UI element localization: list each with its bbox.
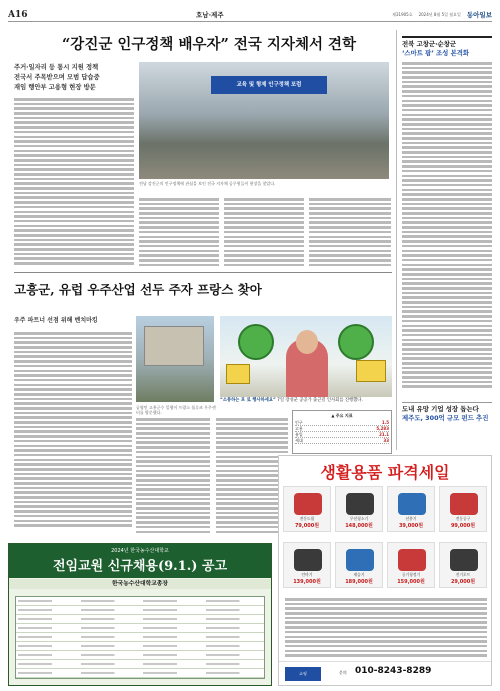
article-body-text xyxy=(14,332,132,529)
article-body-text xyxy=(14,98,134,267)
product-card: 안마기 139,000원 xyxy=(283,542,331,588)
column-divider xyxy=(396,30,397,450)
article-body-text xyxy=(224,198,304,268)
photo-caption: 전남 강진군의 인구정책에 관심을 보인 전국 지자체 공무원들이 현장을 찾았다. xyxy=(139,181,276,186)
product-image xyxy=(294,549,322,571)
page-number: A16 xyxy=(8,9,28,20)
side-subtitle: 제주도, 300억 규모 펀드 추진 xyxy=(402,414,489,422)
ad-headline: 전임교원 신규채용(9.1.) 공고 xyxy=(52,559,228,574)
crowd-figures xyxy=(139,109,389,179)
sign-board xyxy=(356,360,386,382)
product-image xyxy=(398,493,426,515)
caption-title: “소통하는 포 로 행사하세요” xyxy=(220,398,276,403)
ad-table xyxy=(15,596,265,679)
ad-organization: 한국농수산대학교총장 xyxy=(9,579,271,589)
article-body-text xyxy=(139,198,219,268)
side-title: 도내 유망 기업 성장 돕는다 xyxy=(402,405,479,413)
sale-ad xyxy=(278,455,492,686)
page-header xyxy=(8,8,492,22)
article-body-text xyxy=(309,198,391,268)
ad-footer xyxy=(279,661,491,685)
stats-row: 유입 21.1 xyxy=(295,431,389,437)
second-headline: 고흥군, 유럽 우주산업 선두 주자 프랑스 찾아 xyxy=(14,282,262,297)
recruitment-ad xyxy=(8,543,272,686)
product-image xyxy=(346,549,374,571)
product-card: 전동드릴 79,000원 xyxy=(283,486,331,532)
product-image xyxy=(450,493,478,515)
mascot-image xyxy=(338,324,374,360)
sale-ad-title: 생활용품 파격세일 xyxy=(320,463,450,482)
ad-topline: 2024년 한국농수산대학교 xyxy=(111,548,169,554)
news-photo-visit xyxy=(136,316,214,402)
header-meta xyxy=(392,10,492,19)
stats-row: 세대 33 xyxy=(295,437,389,443)
shop-logo: 쇼핑 xyxy=(285,667,321,681)
product-card: 선풍기 39,000원 xyxy=(387,486,435,532)
photo-caption: 공영민 고흥군수 일행이 프랑스 툴루즈 우주센터를 방문했다. xyxy=(136,405,216,415)
newspaper-logo: 동아일보 xyxy=(466,11,492,19)
second-subhead: 우주 파트너 선점 위해 벤치마킹 xyxy=(14,317,98,324)
subhead-line: 주거·일자리 등 통시 지원 정책 xyxy=(14,64,99,71)
subhead-line: 재임 행안부 고용형 현장 방문 xyxy=(14,84,96,91)
issue-date: 2024년 8월 5일 월요일 xyxy=(418,11,461,17)
stats-title: ▲ 주요 지표 xyxy=(331,413,353,418)
news-photo-group xyxy=(139,62,389,179)
article-body-text xyxy=(136,418,210,535)
mascot-image xyxy=(238,324,274,360)
phone-label: 문의 xyxy=(339,670,347,675)
phone-number: 010-8243-8289 xyxy=(355,666,432,676)
subhead-line: 전국서 주목받으며 모범 답습중 xyxy=(14,74,100,81)
product-image xyxy=(346,493,374,515)
caption-body: 7일 장성군 공공가 출근길 인사회를 진행했다. xyxy=(277,398,363,403)
photo-caption xyxy=(220,398,392,403)
product-image xyxy=(294,493,322,515)
issue-number: 제31905호 xyxy=(392,11,413,17)
side-subtitle: ‘스마트 팜’ 조성 본격화 xyxy=(402,49,470,57)
product-image xyxy=(450,549,478,571)
side-title: 전북 고창군·순창군 xyxy=(402,40,457,48)
product-image xyxy=(398,549,426,571)
building-image xyxy=(144,326,204,366)
stats-box xyxy=(292,410,392,454)
person-head xyxy=(296,330,318,354)
sign-board xyxy=(226,364,250,384)
side-headline-1 xyxy=(402,36,492,58)
section-divider xyxy=(14,272,392,273)
news-photo-event xyxy=(220,316,392,397)
group-figures xyxy=(140,368,210,402)
section-name: 호남·제주 xyxy=(196,11,224,19)
article-body-text xyxy=(402,62,492,390)
product-card: 전기포트 29,000원 xyxy=(439,542,487,588)
product-card: 제습기 189,000원 xyxy=(335,542,383,588)
stats-row: 고용 5,283 xyxy=(295,425,389,431)
photo-banner: 교육 및 형제 인구정책 포럼 xyxy=(211,76,327,94)
product-card: 무선청소기 148,000원 xyxy=(335,486,383,532)
side-headline-2 xyxy=(402,402,492,423)
product-card: 공기청정기 159,000원 xyxy=(387,542,435,588)
stats-row: 인구 1.5 xyxy=(295,419,389,425)
main-subhead xyxy=(14,63,134,93)
main-headline: “강진군 인구정책 배우자” 전국 지자체서 견학 xyxy=(61,36,357,53)
product-card: 전동공구 99,000원 xyxy=(439,486,487,532)
ad-body-text xyxy=(285,598,487,659)
ad-header xyxy=(9,544,271,578)
